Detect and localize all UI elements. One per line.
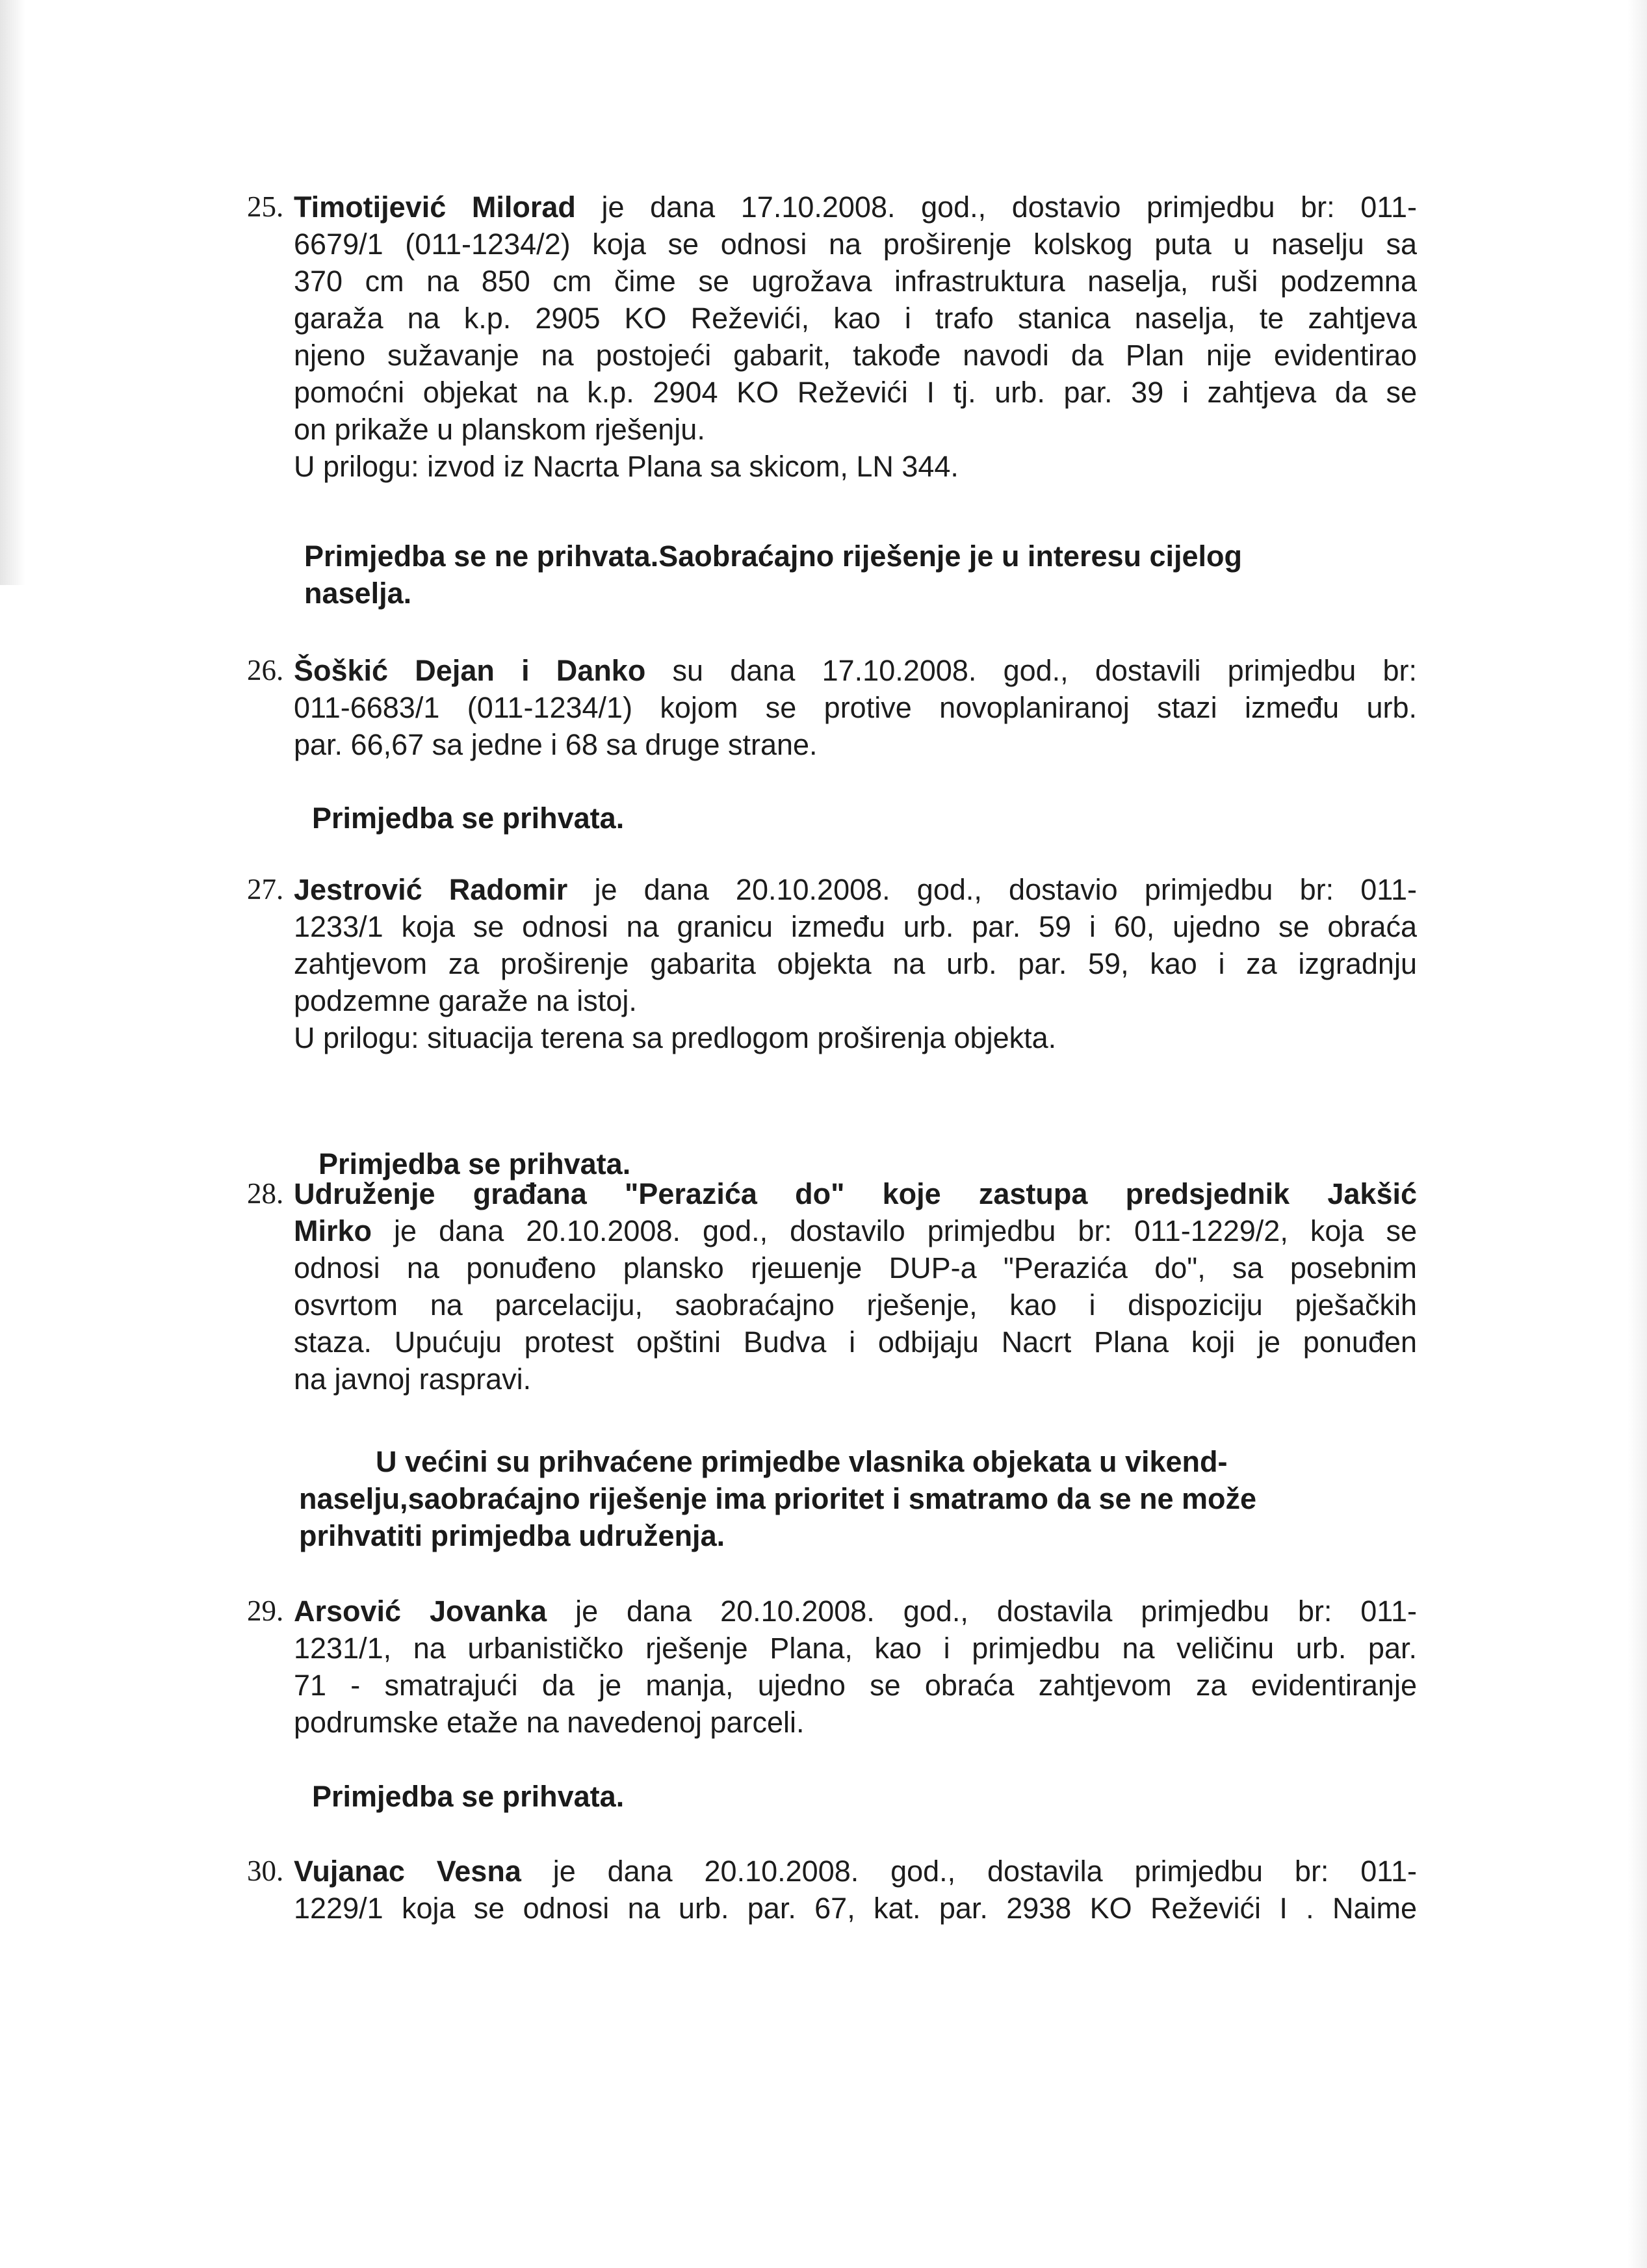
item-line: 6679/1 (011-1234/2) koja se odnosi na proširenje kolskog puta u naselju sa [294, 228, 1417, 261]
item-line: pomoćni objekat na k.p. 2904 KO Reževići I tj. urb. par. 39 i zahtjeva da se [294, 376, 1417, 409]
verdict-line: Primjedba se ne prihvata.Saobraćajno riješenje je u interesu cijelog [304, 540, 1243, 573]
submitter-name: Šoškić Dejan i Danko [294, 654, 646, 687]
submitter-name: Timotijević Milorad [294, 190, 576, 224]
verdict-26 [312, 800, 624, 837]
item-line: 370 cm na 850 cm čime se ugrožava infrastruktura naselja, ruši podzemna [294, 265, 1417, 298]
item-line: 1231/1, na urbanističko rješenje Plana, kao i primjedbu na veličinu urb. par. [294, 1632, 1417, 1665]
item-text [294, 189, 1417, 485]
item-number: 29. [247, 1595, 284, 1627]
item-line: Jestrović Radomir je dana 20.10.2008. god., dostavio primjedbu br: 011- [294, 873, 1417, 906]
item-line: Šoškić Dejan i Danko su dana 17.10.2008. god., dostavili primjedbu br: [294, 654, 1417, 687]
submitter-name: Jestrović Radomir [294, 873, 568, 906]
item-number: 27. [247, 873, 284, 906]
item-line: par. 66,67 sa jedne i 68 sa druge strane. [294, 728, 818, 761]
item-line: U prilogu: izvod iz Nacrta Plana sa skicom, LN 344. [294, 450, 959, 483]
item-line: staza. Upućuju protest opštini Budva i odbijaju Nacrt Plana koji je ponuđen [294, 1325, 1417, 1359]
item-text [294, 652, 1417, 763]
item-line: osvrtom na parcelaciju, saobraćajno rješenje, kao i dispoziciju pješačkih [294, 1288, 1417, 1322]
item-line: 71 - smatrajući da je manja, ujedno se obraća zahtjevom za evidentiranje [294, 1669, 1417, 1702]
scan-shadow-right [1628, 0, 1647, 2268]
item-text [294, 1853, 1417, 1927]
item-line: Vujanac Vesna je dana 20.10.2008. god., dostavila primjedbu br: 011- [294, 1855, 1418, 1888]
verdict-line: Primjedba se prihvata. [312, 802, 625, 835]
verdict-line: naselju,saobraćajno riješenje ima prioritet i smatramo da se ne može [299, 1482, 1257, 1515]
verdict-line: prihvatiti primjedba udruženja. [299, 1519, 725, 1552]
item-line: garaža na k.p. 2905 KO Reževići, kao i trafo stanica naselja, te zahtjeva [294, 302, 1417, 335]
item-line: njeno sužavanje na postojeći gabarit, takođe navodi da Plan nije evidentirao [294, 339, 1417, 372]
submitter-name-cont: Mirko [294, 1214, 372, 1247]
verdict-28 [299, 1443, 1256, 1554]
item-line: podrumske etaže na navedenoj parceli. [294, 1706, 805, 1739]
item-line: odnosi na ponuđeno plansko rjешenje DUP-a "Perazića do", sa posebnim [294, 1251, 1417, 1284]
verdict-line: Primjedba se prihvata. [318, 1147, 631, 1180]
item-line: U prilogu: situacija terena sa predlogom proširenja objekta. [294, 1021, 1057, 1054]
submitter-name: Vujanac Vesna [294, 1855, 521, 1888]
item-line: Timotijević Milorad je dana 17.10.2008. god., dostavio primjedbu br: 011- [294, 190, 1417, 224]
item-line: na javnoj raspravi. [294, 1362, 532, 1396]
item-line: zahtjevom za proširenje gabarita objekta na urb. par. 59, kao i za izgradnju [294, 947, 1417, 980]
verdict-25 [304, 538, 1242, 612]
item-number: 26. [247, 654, 284, 686]
item-line: on prikaže u planskom rješenju. [294, 413, 705, 446]
verdict-line: naselja. [304, 577, 412, 610]
item-line: Arsović Jovanka je dana 20.10.2008. god., dostavila primjedbu br: 011- [294, 1595, 1418, 1628]
verdict-line: Primjedba se prihvata. [312, 1780, 625, 1813]
scan-shadow-left [0, 0, 26, 585]
submitter-name: Udruženje građana "Perazića do" koje zastupa predsjednik Jakšić [294, 1177, 1417, 1210]
item-line: 1233/1 koja se odnosi na granicu između urb. par. 59 i 60, ujedno se obraća [294, 910, 1417, 943]
verdict-29 [312, 1778, 624, 1815]
item-number: 28. [247, 1177, 284, 1210]
item-line: 011-6683/1 (011-1234/1) kojom se protive novoplaniranoj stazi između urb. [294, 691, 1417, 724]
item-text [294, 871, 1417, 1056]
item-number: 25. [247, 190, 284, 223]
item-line: 1229/1 koja se odnosi na urb. par. 67, kat. par. 2938 KO Reževići I . Naime [294, 1892, 1417, 1925]
item-text [294, 1593, 1417, 1741]
item-number: 30. [247, 1855, 284, 1887]
item-text [294, 1175, 1417, 1398]
item-line [294, 1175, 1417, 1212]
item-line: podzemne garaže na istoj. [294, 984, 637, 1017]
verdict-line: U većini su prihvaćene primjedbe vlasnika objekata u vikend- [376, 1445, 1228, 1478]
submitter-name: Arsović Jovanka [294, 1595, 547, 1628]
item-line: Mirko je dana 20.10.2008. god., dostavilo primjedbu br: 011-1229/2, koja se [294, 1214, 1417, 1247]
